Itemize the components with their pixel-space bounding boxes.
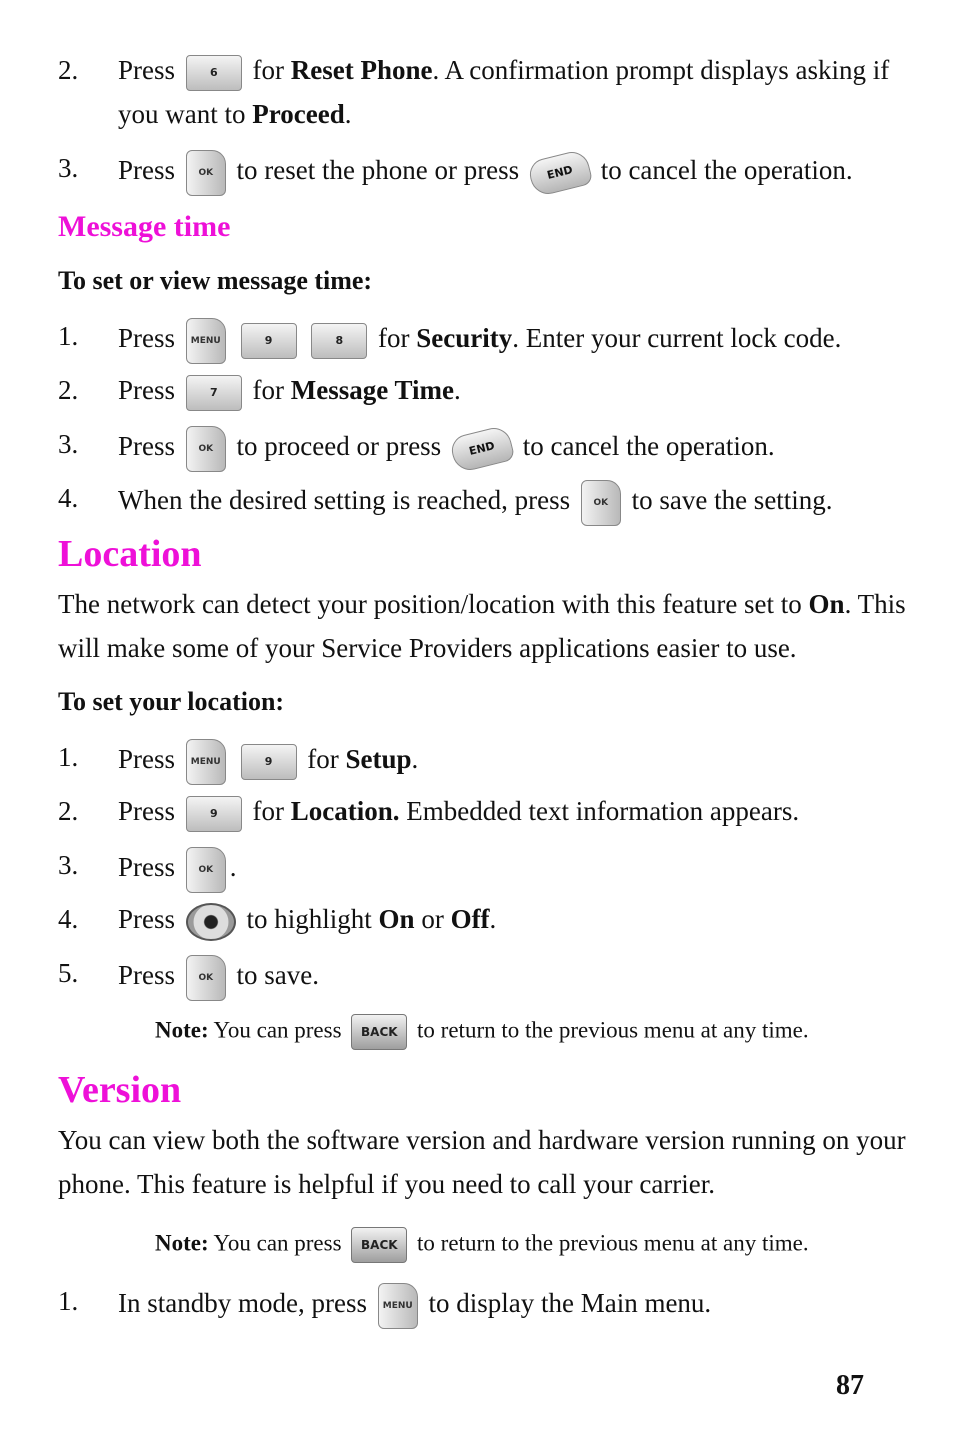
paragraph: The network can detect your position/location with this feature set to On. This will make some of your Service Providers applications easier to use. xyxy=(58,589,906,663)
key-7-icon: 7 xyxy=(186,375,242,411)
navigation-key-icon xyxy=(186,903,236,941)
note: Note: You can press BACK to return to the previous menu at any time. xyxy=(155,1014,809,1050)
section-heading-message-time: Message time xyxy=(58,210,231,243)
step-text: Press 7 for Message Time. xyxy=(118,372,461,411)
step-text: Press OK to save. xyxy=(118,955,319,1001)
step-text: When the desired setting is reached, press OK to save the setting. xyxy=(118,480,833,526)
key-8-icon: 8 xyxy=(311,323,367,359)
step-text: Press 9 for Location. Embedded text information appears. xyxy=(118,793,799,832)
key-9-icon: 9 xyxy=(241,323,297,359)
section-heading-location: Location xyxy=(58,533,202,575)
key-9-icon: 9 xyxy=(186,796,242,832)
ok-key-icon: OK xyxy=(581,480,621,526)
subheading: To set or view message time: xyxy=(58,266,373,295)
step-text: Press OK to reset the phone or press END to cancel the operation. xyxy=(118,150,853,196)
step-number: 2. xyxy=(58,796,79,826)
page-number: 87 xyxy=(836,1370,864,1401)
back-key-icon: BACK xyxy=(351,1014,407,1050)
step-text: Press OK . xyxy=(118,847,237,893)
ok-key-icon: OK xyxy=(186,955,226,1001)
ok-key-icon: OK xyxy=(186,426,226,472)
menu-key-icon: MENU xyxy=(378,1283,418,1329)
end-key-icon: END xyxy=(448,424,515,473)
menu-key-icon: MENU xyxy=(186,318,226,364)
step-text: In standby mode, press MENU to display the Main menu. xyxy=(118,1283,711,1329)
step-number: 3. xyxy=(58,850,79,880)
step-number: 2. xyxy=(58,55,79,85)
step-text: Press 6 for Reset Phone. A confirmation prompt displays asking if xyxy=(118,52,889,91)
step-number: 5. xyxy=(58,958,79,988)
step-number: 4. xyxy=(58,483,79,513)
ok-key-icon: OK xyxy=(186,847,226,893)
key-6-icon: 6 xyxy=(186,55,242,91)
note: Note: You can press BACK to return to the previous menu at any time. xyxy=(155,1227,809,1263)
step-text-continued: you want to Proceed. xyxy=(118,99,352,129)
step-number: 3. xyxy=(58,153,79,183)
step-number: 1. xyxy=(58,1286,79,1316)
step-number: 2. xyxy=(58,375,79,405)
step-text: Press MENU 9 8 for Security. Enter your current lock code. xyxy=(118,318,841,364)
key-9-icon: 9 xyxy=(241,744,297,780)
end-key-icon: END xyxy=(526,148,593,197)
step-text: Press to highlight On or Off. xyxy=(118,901,496,941)
step-text: Press OK to proceed or press END to cancel the operation. xyxy=(118,426,775,472)
step-number: 3. xyxy=(58,429,79,459)
step-text: Press MENU 9 for Setup. xyxy=(118,739,418,785)
subheading: To set your location: xyxy=(58,687,285,716)
section-heading-version: Version xyxy=(58,1069,182,1111)
paragraph: You can view both the software version and hardware version running on your phone. This feature is helpful if you need to call your carrier. xyxy=(58,1125,906,1199)
back-key-icon: BACK xyxy=(351,1227,407,1263)
step-number: 1. xyxy=(58,321,79,351)
menu-key-icon: MENU xyxy=(186,739,226,785)
ok-key-icon: OK xyxy=(186,150,226,196)
step-number: 1. xyxy=(58,742,79,772)
step-number: 4. xyxy=(58,904,79,934)
